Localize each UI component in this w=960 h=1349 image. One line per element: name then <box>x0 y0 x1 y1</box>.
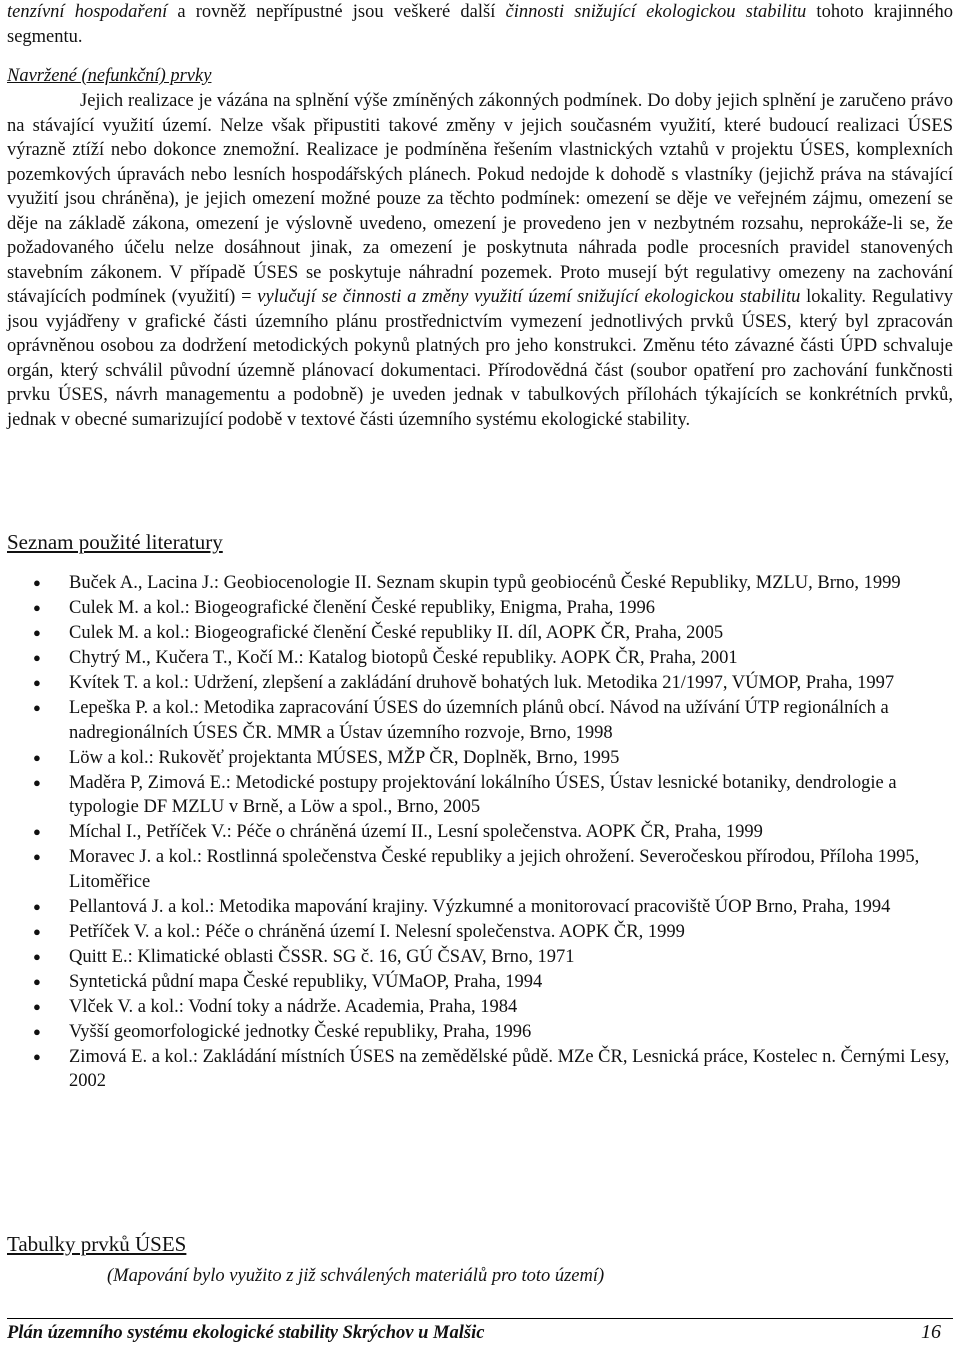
bibliography-item <box>7 746 953 771</box>
section-heading: Navržené (nefunkční) prvky <box>7 66 212 86</box>
section-text-italic: vylučují se činnosti a změny využití území snižující ekologickou stabilitu <box>257 287 801 307</box>
section-text-a: Jejich realizace je vázána na splnění výše zmíněných zákonných podmínek. Do doby jejich splnění je zaručeno právo na stávající využití území. Nelze však připustiti takové změny v jejich současném využití, které budoucí realizaci ÚSES výrazně ztíží nebo dokonce znemožní. Realizace je podmíněna řešením vlastnických vztahů v projektu ÚSES, komplexních pozemkových úpravách nebo lesních hospodářských plánech. Pokud nedojde k dohodě s vlastníky (jejichž práva na stávající využití jsou chráněna), je jejich omezení možné pouze za těchto podmínek: omezení se děje ve veřejném zájmu, omezení se děje na základě zákona, omezení je výslovně uvedeno, omezení je provedeno jen v nezbytném rozsahu, neprokáže-li se, že požadovaného účelu nelze dosáhnout jinak, za omezení je poskytnuta náhrada podle procesních pravidel stanovených stavebním zákonem. V případě ÚSES se poskytuje náhradní pozemek. Proto musejí být regulativy omezeny na zachování stávajících podmínek (využití) = <box>7 91 953 307</box>
bibliography-item <box>7 771 953 820</box>
bibliography-item <box>7 820 953 845</box>
bibliography-item <box>7 1020 953 1045</box>
bullet-icon: ● <box>33 625 41 640</box>
bibliography-item <box>7 995 953 1020</box>
bullet-icon: ● <box>33 849 41 864</box>
bibliography-text: Vyšší geomorfologické jednotky České republiky, Praha, 1996 <box>69 1021 532 1042</box>
bibliography-list <box>7 571 953 1094</box>
bibliography-item <box>7 920 953 945</box>
bullet-icon: ● <box>33 898 41 914</box>
bullet-icon: ● <box>33 675 41 690</box>
bullet-icon: ● <box>33 1048 41 1064</box>
footer-title: Plán územního systému ekologické stability Skrýchov u Malšic <box>7 1323 485 1343</box>
bibliography-text: Pellantová J. a kol.: Metodika mapování krajiny. Výzkumné a monitorovací pracoviště ÚOP Brno, Praha, 1994 <box>69 896 891 917</box>
bibliography-text: Lepeška P. a kol.: Metodika zapracování ÚSES do územních plánů obcí. Návod na užívání ÚTP regionálních a nadregionálních ÚSES ČR. MMR a Ústav územního rozvoje, Brno, 1998 <box>69 698 889 743</box>
page-number: 16 <box>921 1321 941 1343</box>
bibliography-text: Culek M. a kol.: Biogeografické členění České republiky, Enigma, Praha, 1996 <box>69 598 656 618</box>
bibliography-item <box>7 621 953 646</box>
bibliography-item <box>7 945 953 970</box>
intro-italic-1: tenzívní hospodaření <box>7 2 168 22</box>
bibliography-item <box>7 596 953 621</box>
bibliography-item <box>7 646 953 671</box>
bibliography-item <box>7 1045 953 1094</box>
bullet-icon: ● <box>33 600 41 615</box>
bullet-icon: ● <box>33 749 41 765</box>
intro-text-end: tohoto krajinného segmentu. <box>7 2 953 47</box>
intro-paragraph <box>7 0 953 49</box>
tables-note: (Mapování bylo využito z již schválených materiálů pro toto území) <box>107 1266 605 1286</box>
bullet-icon: ● <box>33 973 41 989</box>
bibliography-text: Löw a kol.: Rukověť projektanta MÚSES, MŽP ČR, Doplněk, Brno, 1995 <box>69 747 620 768</box>
bibliography-text: Míchal I., Petříček V.: Péče o chráněná území II., Lesní společenstva. AOPK ČR, Praha, 1999 <box>69 822 763 842</box>
section-paragraph <box>7 89 953 432</box>
bibliography-text: Syntetická půdní mapa České republiky, VÚMaOP, Praha, 1994 <box>69 971 543 992</box>
bibliography-text: Quitt E.: Klimatické oblasti ČSSR. SG č. 16, GÚ ČSAV, Brno, 1971 <box>69 946 575 967</box>
bullet-icon: ● <box>33 650 41 665</box>
bibliography-text: Vlček V. a kol.: Vodní toky a nádrže. Academia, Praha, 1984 <box>69 996 518 1017</box>
bibliography-text: Kvítek T. a kol.: Udržení, zlepšení a zakládání druhově bohatých luk. Metodika 21/1997, VÚMOP, Praha, 1997 <box>69 673 895 693</box>
bibliography-text: Culek M. a kol.: Biogeografické členění České republiky II. díl, AOPK ČR, Praha, 2005 <box>69 623 724 643</box>
bullet-icon: ● <box>33 824 41 839</box>
tables-heading: Tabulky prvků ÚSES <box>7 1232 187 1256</box>
intro-italic-2: činnosti snižující ekologickou stabilitu <box>505 2 807 22</box>
bibliography-text: Zimová E. a kol.: Zakládání místních ÚSES na zemědělské půdě. MZe ČR, Lesnická práce, Kostelec n. Černými Lesy, 2002 <box>69 1046 950 1091</box>
bullet-icon: ● <box>33 575 41 590</box>
bibliography-item <box>7 671 953 696</box>
footer-divider <box>7 1318 953 1319</box>
bibliography-text: Chytrý M., Kučera T., Kočí M.: Katalog biotopů České republiky. AOPK ČR, Praha, 2001 <box>69 648 738 668</box>
bibliography-item <box>7 845 953 894</box>
bibliography-text: Petříček V. a kol.: Péče o chráněná území I. Nelesní společenstva. AOPK ČR, 1999 <box>69 921 685 942</box>
bullet-icon: ● <box>33 948 41 964</box>
bullet-icon: ● <box>33 700 41 715</box>
intro-text-mid: a rovněž nepřípustné jsou veškeré další <box>167 2 506 22</box>
bibliography-item <box>7 696 953 745</box>
bullet-icon: ● <box>33 774 41 790</box>
bibliography-text: Buček A., Lacina J.: Geobiocenologie II. Seznam skupin typů geobiocénů České Republiky, MZLU, Brno, 1999 <box>69 573 901 593</box>
bibliography-text: Moravec J. a kol.: Rostlinná společenstva České republiky a jejich ohrožení. Severočeskou přírodou, Příloha 1995, Litoměřice <box>69 847 920 892</box>
literature-heading: Seznam použité literatury <box>7 530 223 554</box>
bibliography-item <box>7 571 953 596</box>
bullet-icon: ● <box>33 998 41 1014</box>
bibliography-item <box>7 970 953 995</box>
bullet-icon: ● <box>33 923 41 939</box>
bibliography-text: Maděra P, Zimová E.: Metodické postupy projektování lokálního ÚSES, Ústav lesnické botaniky, dendrologie a typologie DF MZLU v Brně, a Löw a spol., Brno, 2005 <box>69 772 897 817</box>
bullet-icon: ● <box>33 1023 41 1039</box>
section-text-b: lokality. Regulativy jsou vyjádřeny v grafické části územního plánu prostřednictvím vymezení jednotlivých prvků ÚSES, který byl zpracován oprávněnou osobou za dodržení metodických pokynů platných pro jeho konstrukci. Změnu této závazné části ÚPD schvaluje orgán, který schválil původní územně plánovací dokumentaci. Přírodovědná část (soubor opatření pro zachování funkčnosti prvku ÚSES, návrh managementu a podobně) je uveden jednak v tabulkových přílohách týkajících se konkrétních prvků, jednak v obecné sumarizující podobě v textové části územního systému ekologické stability. <box>7 287 953 430</box>
bibliography-item <box>7 895 953 920</box>
